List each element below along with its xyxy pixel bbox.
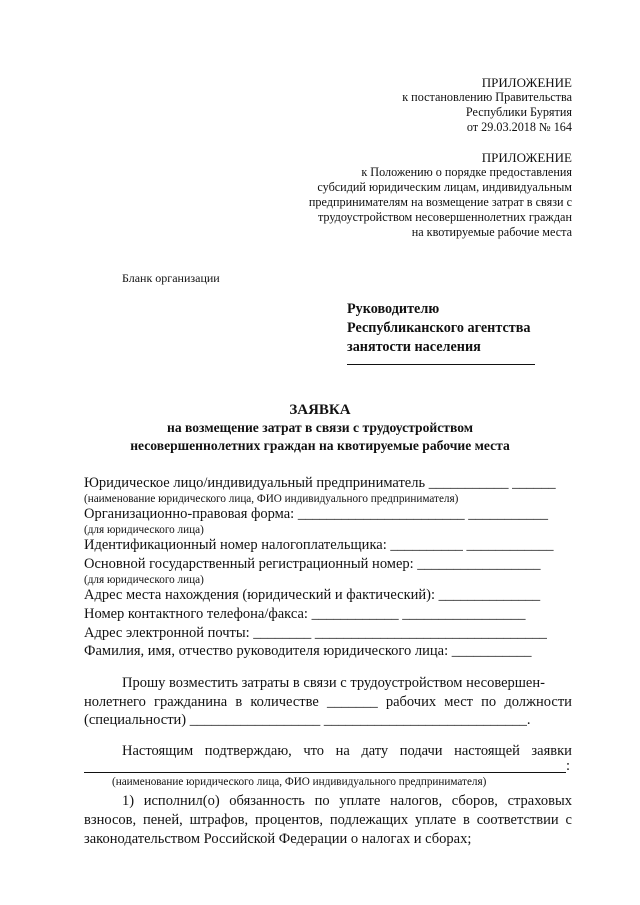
- word: нолетнего: [84, 694, 146, 710]
- word: настоящей: [454, 743, 520, 759]
- word: Настоящим: [122, 743, 194, 759]
- word: в: [463, 812, 470, 828]
- addressee-line: Руководителю: [347, 301, 440, 317]
- request-paragraph-line: (специальности) __________________ ____________________________.: [84, 712, 531, 728]
- appendix-line: трудоустройством несовершеннолетних граждан: [317, 210, 572, 224]
- appendix-line: от 29.03.2018 № 164: [466, 120, 572, 134]
- word: налогов,: [389, 793, 443, 809]
- word: рабочих: [385, 694, 437, 710]
- word: по: [314, 793, 330, 809]
- word: обязанность: [229, 793, 305, 809]
- field-ogrn: Основной государственный регистрационный номер: _________________: [84, 556, 541, 572]
- word: подлежащих: [329, 812, 409, 828]
- appendix-line: к постановлению Правительства: [402, 90, 572, 104]
- document-subtitle: несовершеннолетних граждан на квотируемые рабочие места: [130, 438, 510, 453]
- colon: :: [566, 758, 571, 774]
- word: по: [481, 694, 497, 710]
- appendix-header-regulation: [309, 150, 572, 240]
- word: пеней,: [142, 812, 183, 828]
- field-note: (наименование юридического лица, ФИО индивидуального предпринимателя): [84, 493, 459, 505]
- field-email: Адрес электронной почты: ________ ________________________________: [84, 625, 547, 641]
- word: с: [565, 812, 572, 828]
- field-note: (для юридического лица): [84, 524, 204, 536]
- word: в: [235, 694, 243, 710]
- appendix-title: ПРИЛОЖЕНИЕ: [481, 150, 572, 165]
- appendix-line: Республики Бурятия: [465, 105, 572, 119]
- word: количестве: [250, 694, 319, 710]
- field-legal-entity: Юридическое лицо/индивидуальный предприниматель ___________ ______: [84, 475, 556, 491]
- addressee-block: [347, 300, 531, 357]
- confirm-item-line: [84, 812, 572, 829]
- addressee-blank-line: [347, 364, 535, 365]
- word: гражданина: [154, 694, 228, 710]
- field-inn: Идентификационный номер налогоплательщика: __________ ____________: [84, 537, 554, 553]
- word: дату: [361, 743, 389, 759]
- appendix-line: к Положению о порядке предоставления: [361, 165, 572, 179]
- organization-letterhead-label: Бланк организации: [122, 271, 220, 285]
- word: подтверждаю,: [204, 743, 292, 759]
- word: уплате: [339, 793, 381, 809]
- word: взносов,: [84, 812, 137, 828]
- appendix-line: субсидий юридическим лицам, индивидуальным: [317, 180, 572, 194]
- appendix-line: на квотируемые рабочие места: [411, 225, 572, 239]
- word: штрафов,: [189, 812, 249, 828]
- appendix-line: предпринимателям на возмещение затрат в связи с: [308, 195, 572, 209]
- word: должности: [504, 694, 572, 710]
- document-subtitle: на возмещение затрат в связи с трудоустройством: [166, 420, 473, 435]
- appendix-header-resolution: [402, 75, 572, 135]
- addressee-line: занятости населения: [347, 339, 481, 355]
- word: сборов,: [451, 793, 498, 809]
- field-phone: Номер контактного телефона/факса: ____________ _________________: [84, 606, 526, 622]
- word: 1): [122, 793, 135, 809]
- word: уплате: [415, 812, 457, 828]
- word: исполнил(о): [143, 793, 220, 809]
- confirm-item-line: [122, 793, 572, 810]
- field-note: (для юридического лица): [84, 574, 204, 586]
- request-paragraph-line: Прошу возместить затраты в связи с трудоустройством несовершен-: [122, 675, 545, 691]
- appendix-title: ПРИЛОЖЕНИЕ: [481, 75, 572, 90]
- word: мест: [444, 694, 474, 710]
- word: заявки: [531, 743, 572, 759]
- field-address: Адрес места нахождения (юридический и фактический): ______________: [84, 587, 541, 603]
- word: _______: [326, 694, 378, 710]
- word: страховых: [507, 793, 572, 809]
- word: соответствии: [476, 812, 559, 828]
- field-org-form: Организационно-правовая форма: _______________________ ___________: [84, 506, 548, 522]
- addressee-line: Республиканского агентства: [347, 320, 531, 336]
- word: что: [303, 743, 325, 759]
- word: процентов,: [254, 812, 324, 828]
- word: подачи: [399, 743, 443, 759]
- applicant-name-blank-line: [84, 772, 566, 773]
- document-title: ЗАЯВКА: [289, 402, 351, 418]
- request-paragraph-line: [84, 694, 572, 711]
- word: на: [335, 743, 350, 759]
- confirm-paragraph-line: [122, 743, 572, 760]
- confirm-item-line: законодательством Российской Федерации о налогах и сборах;: [84, 831, 472, 847]
- field-head-name: Фамилия, имя, отчество руководителя юридического лица: ___________: [84, 643, 532, 659]
- field-note: (наименование юридического лица, ФИО индивидуального предпринимателя): [112, 776, 487, 788]
